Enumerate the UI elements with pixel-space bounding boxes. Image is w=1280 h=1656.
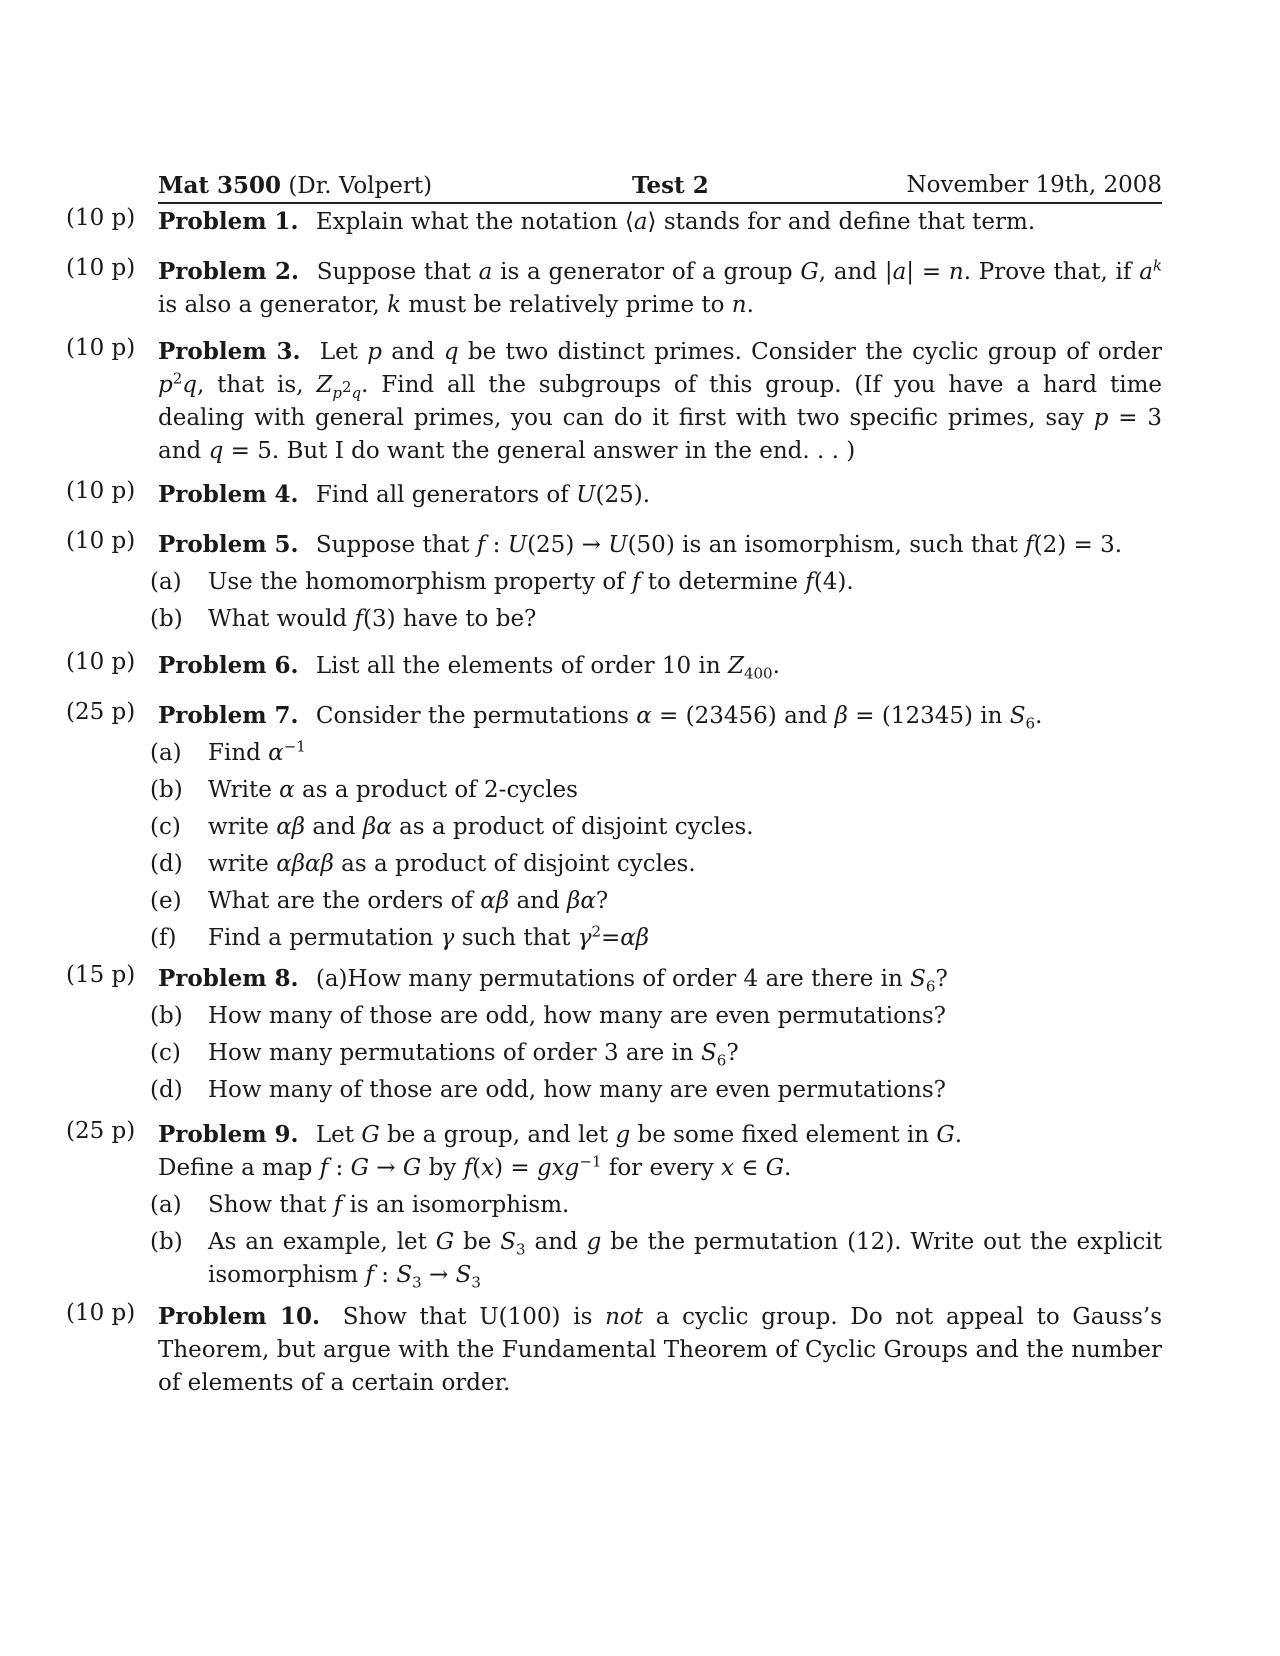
subparts: [150, 737, 1162, 955]
problem-label: Problem 8.: [158, 965, 299, 992]
subpart: (a) Find $\alpha^{-1}$: [150, 737, 1162, 770]
subpart-label: (c): [150, 814, 181, 840]
test-title: Test 2: [632, 172, 709, 199]
problem-6: [66, 649, 1162, 683]
problem-label: Problem 2.: [158, 258, 300, 285]
problem-10: [66, 1300, 1162, 1400]
problem-1: [66, 205, 1162, 239]
subpart: (f) Find a permutation γ such that $\gamma^2=\alpha\beta$: [150, 922, 1162, 955]
problem-2: [66, 255, 1162, 322]
subpart: (d) How many of those are odd, how many are even permutations?: [150, 1074, 1162, 1107]
problem-text: Problem 8. (a)How many permutations of order 4 are there in $S_6$?: [158, 965, 948, 996]
subparts: [150, 1189, 1162, 1292]
problem-label: Problem 4.: [158, 481, 299, 508]
subpart: (e) What are the orders of αβ and βα?: [150, 885, 1162, 918]
course-code: Mat 3500: [158, 172, 282, 199]
subparts: [150, 566, 1162, 636]
subpart-label: (b): [150, 1229, 183, 1255]
subpart-label: (a): [150, 569, 182, 595]
course-line: [158, 172, 432, 199]
subpart-label: (e): [150, 888, 182, 914]
problem-8: [66, 962, 1162, 1111]
problem-label: Problem 3.: [158, 338, 301, 365]
problem-text: Problem 1. Explain what the notation ⟨a⟩ stands for and define that term.: [158, 208, 1036, 235]
problem-points: (25 p): [66, 699, 136, 725]
problem-text: Problem 5. Suppose that f : U(25) → U(50) is an isomorphism, such that f(2) = 3.: [158, 531, 1123, 558]
problem-text: Problem 6. List all the elements of order 10 in $Z_{400}$.: [158, 652, 780, 683]
subpart: (b) As an example, let G be $S_3$ and g be the permutation (12). Write out the explicit isomorphism f : $S_3 \to S_3$: [150, 1226, 1162, 1292]
problem-label: Problem 10.: [158, 1303, 320, 1330]
problem-points: (10 p): [66, 335, 136, 361]
problem-4: [66, 478, 1162, 512]
subpart: (b) What would f(3) have to be?: [150, 603, 1162, 636]
problem-label: Problem 1.: [158, 208, 299, 235]
problem-label: Problem 9.: [158, 1121, 299, 1148]
problem-label: Problem 5.: [158, 531, 299, 558]
subpart: (a) Use the homomorphism property of f to determine f(4).: [150, 566, 1162, 599]
problem-text: Problem 7. Consider the permutations α = (23456) and β = (12345) in $S_6$.: [158, 702, 1043, 733]
test-date: November 19th, 2008: [906, 172, 1162, 198]
header: [158, 172, 1162, 204]
subpart-label: (d): [150, 851, 183, 877]
subpart: (d) write αβαβ as a product of disjoint cycles.: [150, 848, 1162, 881]
subpart-label: (a): [150, 1192, 182, 1218]
problem-text: Problem 2. Suppose that a is a generator of a group G, and |a| = n. Prove that, if $a^k$ is also a generator, k must be relatively prime to n.: [158, 256, 1163, 318]
subpart: (a) Show that f is an isomorphism.: [150, 1189, 1162, 1222]
problem-points: (10 p): [66, 649, 136, 675]
problem-9: [66, 1118, 1162, 1296]
problem-points: (25 p): [66, 1118, 136, 1144]
subpart-label: (a): [150, 740, 182, 766]
subpart-label: (b): [150, 606, 183, 632]
problem-points: (10 p): [66, 1300, 136, 1326]
problem-text: Problem 3. Let p and q be two distinct primes. Consider the cyclic group of order $p^2q$, that is, $Z_{p^2q}$. Find all the subgroups of this group. (If you have a hard time dealing with general primes, you can do it first with two specific primes, say p = 3 and q = 5. But I do want the general answer in the end. . . ): [158, 338, 1163, 464]
problem-label: Problem 7.: [158, 702, 299, 729]
problem-5: [66, 528, 1162, 640]
subpart: (c) write αβ and βα as a product of disjoint cycles.: [150, 811, 1162, 844]
subpart-label: (f): [150, 925, 177, 951]
subpart: (b) Write α as a product of 2-cycles: [150, 774, 1162, 807]
problem-text: Problem 10. Show that U(100) is not a cyclic group. Do not appeal to Gauss’s Theorem, but argue with the Fundamental Theorem of Cyclic Groups and the number of elements of a certain order.: [158, 1303, 1163, 1396]
subpart: (b) How many of those are odd, how many are even permutations?: [150, 1000, 1162, 1033]
problem-points: (10 p): [66, 205, 136, 231]
problem-points: (15 p): [66, 962, 136, 988]
subpart-label: (d): [150, 1077, 183, 1103]
subparts: [150, 1000, 1162, 1107]
problem-7: [66, 699, 1162, 959]
problem-points: (10 p): [66, 528, 136, 554]
problem-3: [66, 335, 1162, 468]
instructor: (Dr. Volpert): [288, 173, 433, 199]
subpart: (c) How many permutations of order 3 are in $S_6$?: [150, 1037, 1162, 1070]
problem-points: (10 p): [66, 255, 136, 281]
subpart-label: (b): [150, 1003, 183, 1029]
problem-points: (10 p): [66, 478, 136, 504]
problem-label: Problem 6.: [158, 652, 299, 679]
subpart-label: (b): [150, 777, 183, 803]
problem-text: Problem 9. Let G be a group, and let g be some fixed element in G. Define a map f : G → G by f(x) = gxg$^{-1}$ for every x ∈ G.: [158, 1121, 963, 1181]
problem-text: Problem 4. Find all generators of U(25).: [158, 481, 651, 508]
subpart-label: (c): [150, 1040, 181, 1066]
